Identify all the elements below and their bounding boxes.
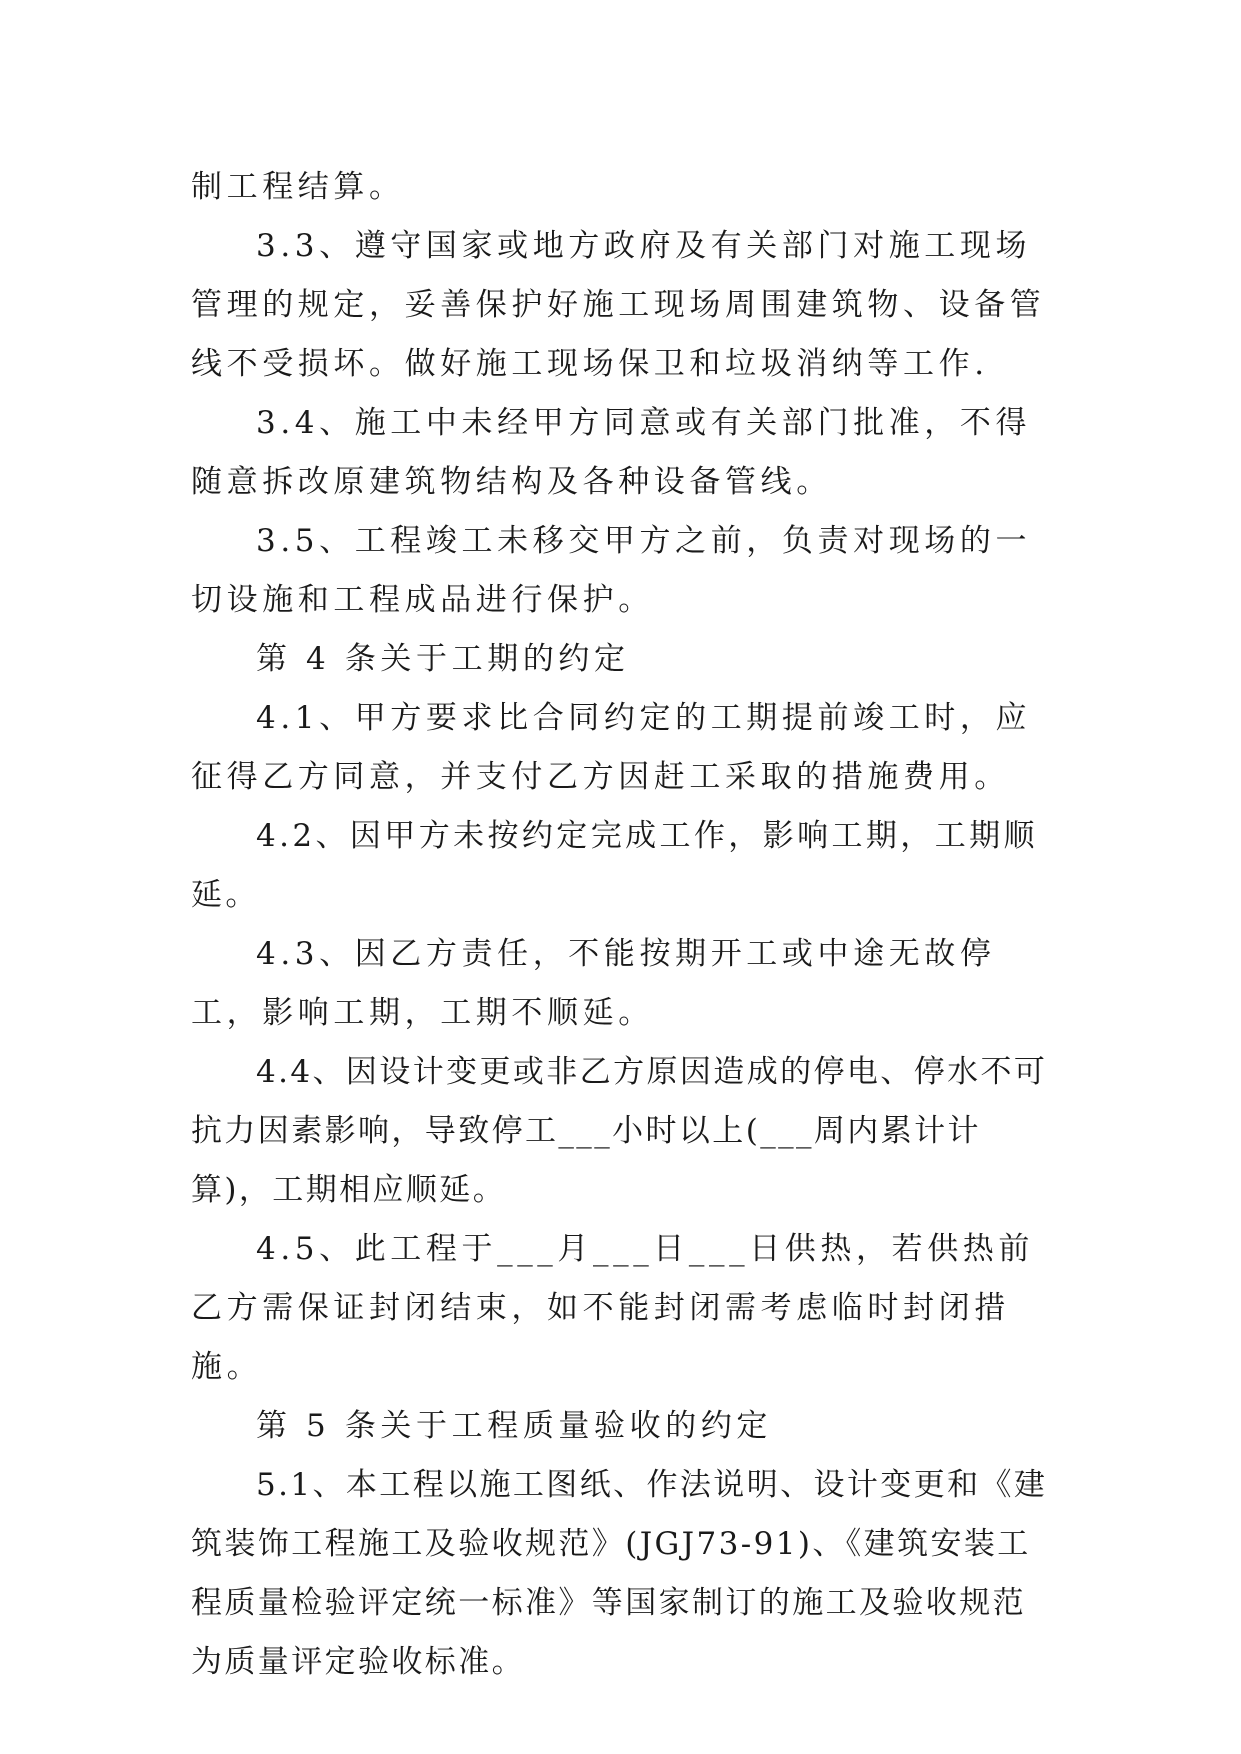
paragraph-4-5: 4.5、此工程于___月___日___日供热，若供热前乙方需保证封闭结束，如不能封闭需考虑临时封闭措施。	[191, 1231, 1034, 1385]
paragraph-continuation: 制工程结算。	[191, 169, 405, 205]
document-body	[191, 158, 1051, 1692]
paragraph-5-1: 5.1、本工程以施工图纸、作法说明、设计变更和《建筑装饰工程施工及验收规范》(JGJ73-91)、《建筑安装工程质量检验评定统一标准》等国家制订的施工及验收规范为质量评定验收标准。	[191, 1467, 1048, 1680]
heading-article-5: 第 5 条关于工程质量验收的约定	[256, 1408, 773, 1444]
paragraph-3-3: 3.3、遵守国家或地方政府及有关部门对施工现场管理的规定，妥善保护好施工现场周围建筑物、设备管线不受损坏。做好施工现场保卫和垃圾消纳等工作.	[191, 228, 1046, 382]
paragraph-4-4: 4.4、因设计变更或非乙方原因造成的停电、停水不可抗力因素影响，导致停工___小时以上(___周内累计计算)，工期相应顺延。	[191, 1054, 1048, 1208]
paragraph-4-1: 4.1、甲方要求比合同约定的工期提前竣工时，应征得乙方同意，并支付乙方因赶工采取的措施费用。	[191, 700, 1032, 795]
heading-article-4: 第 4 条关于工期的约定	[256, 641, 630, 677]
paragraph-3-4: 3.4、施工中未经甲方同意或有关部门批准，不得随意拆改原建筑物结构及各种设备管线。	[191, 405, 1032, 500]
paragraph-4-2: 4.2、因甲方未按约定完成工作，影响工期，工期顺延。	[191, 818, 1038, 913]
paragraph-4-3: 4.3、因乙方责任，不能按期开工或中途无故停工，影响工期，工期不顺延。	[191, 936, 996, 1031]
paragraph-3-5: 3.5、工程竣工未移交甲方之前，负责对现场的一切设施和工程成品进行保护。	[191, 523, 1032, 618]
